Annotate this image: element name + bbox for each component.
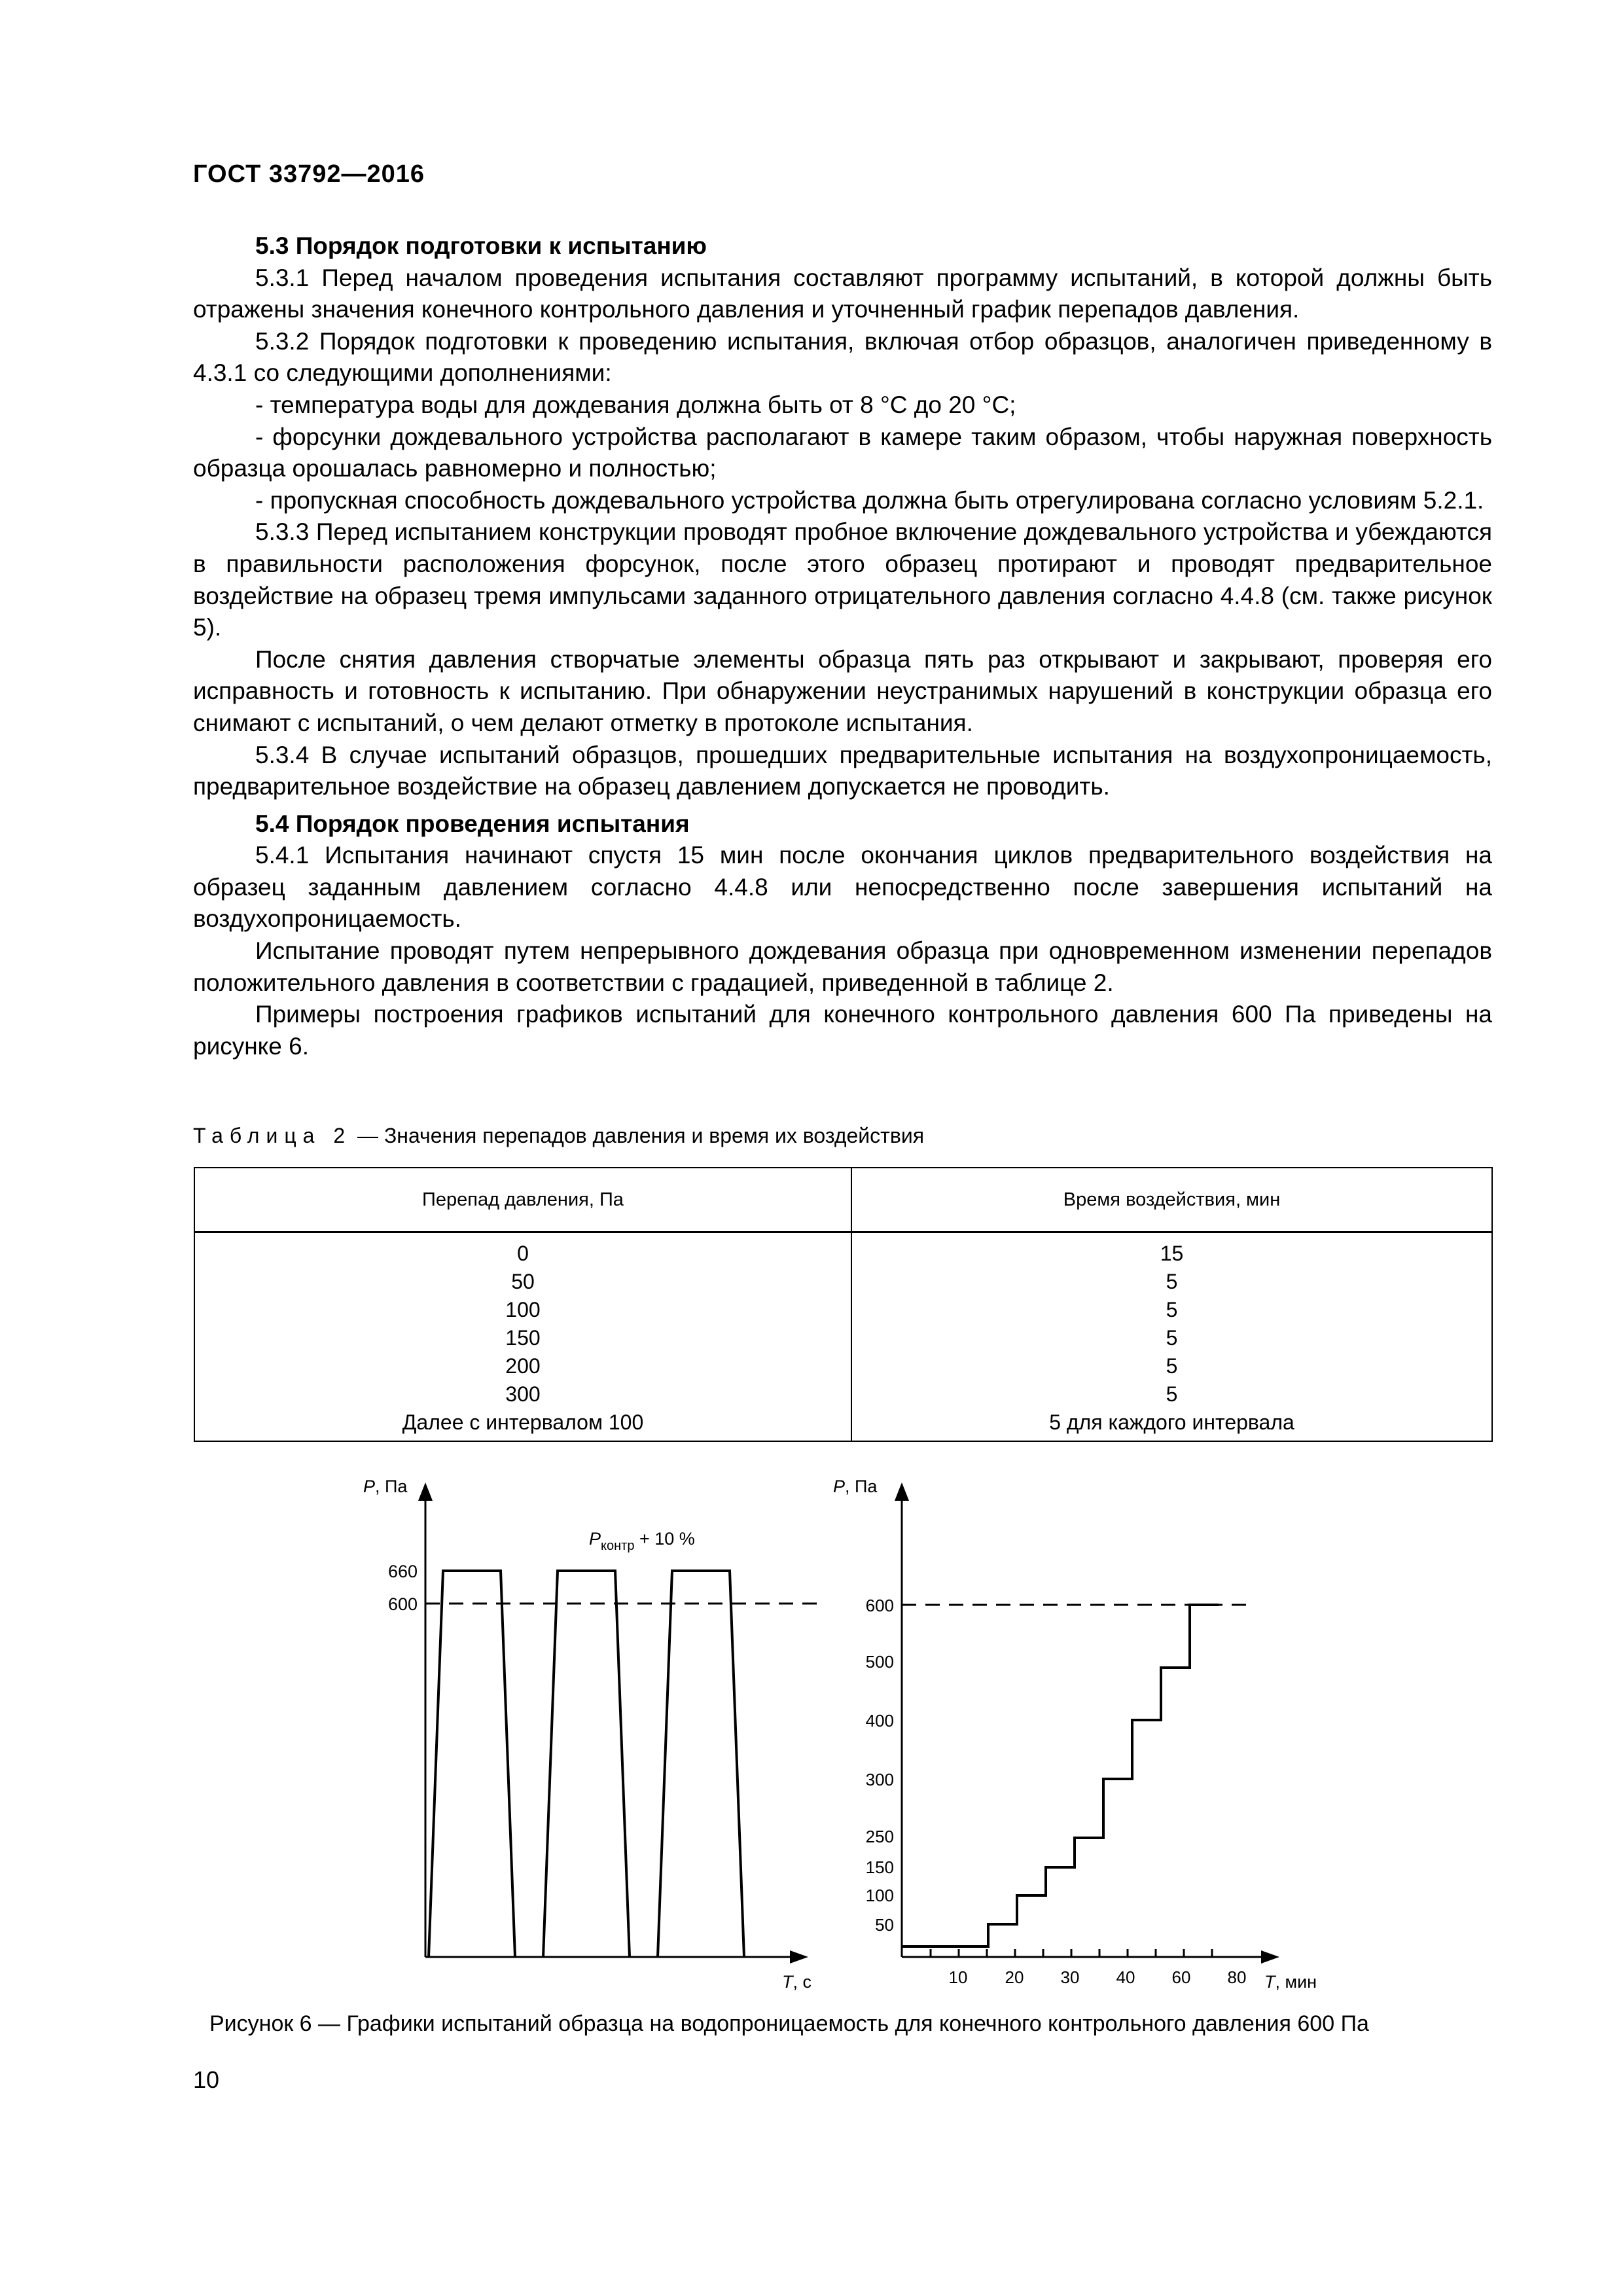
table-row [194,1324,1492,1352]
cell-time: 15 [851,1232,1492,1268]
left-x-axis-label: T, с [782,1972,812,1992]
right-y-axis-label: P, Па [833,1477,878,1496]
table-caption [193,1124,924,1148]
right-x-axis-arrow [1261,1950,1279,1964]
cell-pressure: 100 [194,1296,851,1324]
table-caption-label: Таблица 2 [193,1124,352,1147]
paragraph: 5.3.2 Порядок подготовки к проведению испытания, включая отбор образцов, аналогичен приведенному в 4.3.1 со следующими дополнениями: [193,327,1492,387]
figure-6-charts [0,1460,1623,2009]
table-caption-text: — Значения перепадов давления и время их воздействия [351,1124,925,1147]
pressure-time-table [194,1167,1493,1442]
cell-time: 5 [851,1324,1492,1352]
paragraph: 5.4.1 Испытания начинают спустя 15 мин после окончания циклов предварительного воздействия на образец заданным давлением согласно 4.4.8 или непосредственно после завершения испытаний на воздухопроницаемость. [193,842,1492,933]
cell-time: 5 [851,1352,1492,1380]
table-header-pressure: Перепад давления, Па [194,1168,851,1232]
right-tick-label-y: 50 [875,1915,894,1935]
table-header-time: Время воздействия, мин [851,1168,1492,1232]
right-tick-label-x: 20 [1005,1967,1024,1987]
cell-time: 5 для каждого интервала [851,1408,1492,1441]
paragraph: Примеры построения графиков испытаний для конечного контрольного давления 600 Па приведены на рисунке 6. [193,1001,1492,1060]
cell-time: 5 [851,1380,1492,1408]
list-item: - пропускная способность дождевального устройства должна быть отрегулирована согласно условиям 5.2.1. [255,486,1484,514]
left-annotation: $P_{контр} + 10$ % [589,1529,695,1553]
table-row [194,1408,1492,1441]
left-tick-label: 660 [387,1562,418,1581]
section-heading: 5.4 Порядок проведения испытания [255,810,690,837]
left-x-axis-arrow [790,1950,808,1964]
pressure-pulse [543,1571,630,1957]
right-y-axis-arrow [895,1482,909,1501]
cell-pressure: Далее с интервалом 100 [194,1408,851,1441]
cell-pressure: 0 [194,1232,851,1268]
table-row [194,1380,1492,1408]
paragraph: Испытание проводят путем непрерывного дождевания образца при одновременном изменении перепадов положительного давления в соответствии с градацией, приведенной в таблице 2. [193,937,1492,996]
list-item: - форсунки дождевального устройства располагают в камере таким образом, чтобы наружная поверхность образца орошалась равномерно и полностью; [193,423,1492,482]
right-tick-label-y: 250 [865,1827,894,1846]
right-tick-label-x: 40 [1116,1967,1135,1987]
paragraph: После снятия давления створчатые элементы образца пять раз открывают и закрывают, проверяя его исправность и готовность к испытанию. При обнаружении неустранимых нарушений в конструкции образца его снимают с испытаний, о чем делают отметку в протоколе испытания. [193,645,1492,736]
paragraph: 5.3.3 Перед испытанием конструкции проводят пробное включение дождевального устройства и убеждаются в правильности расположения форсунок, после этого образец протирают и проводят предварительное воздействие на образец тремя импульсами заданного отрицательного давления согласно 4.4.8 (см. также рисунок 5). [193,518,1492,641]
cell-pressure: 200 [194,1352,851,1380]
body-text [193,230,1492,1062]
left-tick-label: 600 [387,1594,418,1614]
cell-pressure: 150 [194,1324,851,1352]
right-tick-label-y: 300 [865,1770,894,1789]
table-row [194,1296,1492,1324]
table-row [194,1268,1492,1296]
section-heading: 5.3 Порядок подготовки к испытанию [255,232,707,259]
right-tick-label-y: 100 [865,1886,894,1905]
cell-time: 5 [851,1268,1492,1296]
cell-pressure: 50 [194,1268,851,1296]
left-y-axis-arrow [418,1482,433,1501]
right-tick-label-y: 500 [865,1652,894,1672]
right-tick-label-x: 60 [1171,1967,1191,1987]
right-tick-label-y: 150 [865,1857,894,1877]
right-x-axis-label: T, мин [1264,1972,1317,1992]
figure-6 [0,1460,1623,2009]
table-row [194,1232,1492,1268]
right-tick-label-x: 80 [1227,1967,1247,1987]
paragraph: 5.3.1 Перед началом проведения испытания составляют программу испытаний, в которой должны быть отражены значения конечного контрольного давления и уточненный график перепадов давления. [193,264,1492,323]
table-row [194,1352,1492,1380]
page-number: 10 [193,2066,220,2093]
pressure-pulse [429,1571,515,1957]
pressure-step-curve [902,1605,1219,1946]
list-item: - температура воды для дождевания должна быть от 8 °С до 20 °С; [255,391,1016,418]
cell-time: 5 [851,1296,1492,1324]
right-tick-label-y: 600 [865,1596,894,1615]
document-code-header: ГОСТ 33792—2016 [193,160,425,188]
figure-caption: Рисунок 6 — Графики испытаний образца на водопроницаемость для конечного контрольного давления 600 Па [209,2011,1369,2036]
right-tick-label-y: 400 [865,1711,894,1731]
pressure-pulse [658,1571,744,1957]
right-tick-label-x: 30 [1060,1967,1080,1987]
cell-pressure: 300 [194,1380,851,1408]
right-tick-label-x: 10 [948,1967,968,1987]
left-y-axis-label: P, Па [363,1477,408,1496]
paragraph: 5.3.4 В случае испытаний образцов, прошедших предварительные испытания на воздухопроницаемость, предварительное воздействие на образец давлением допускается не проводить. [193,741,1492,800]
